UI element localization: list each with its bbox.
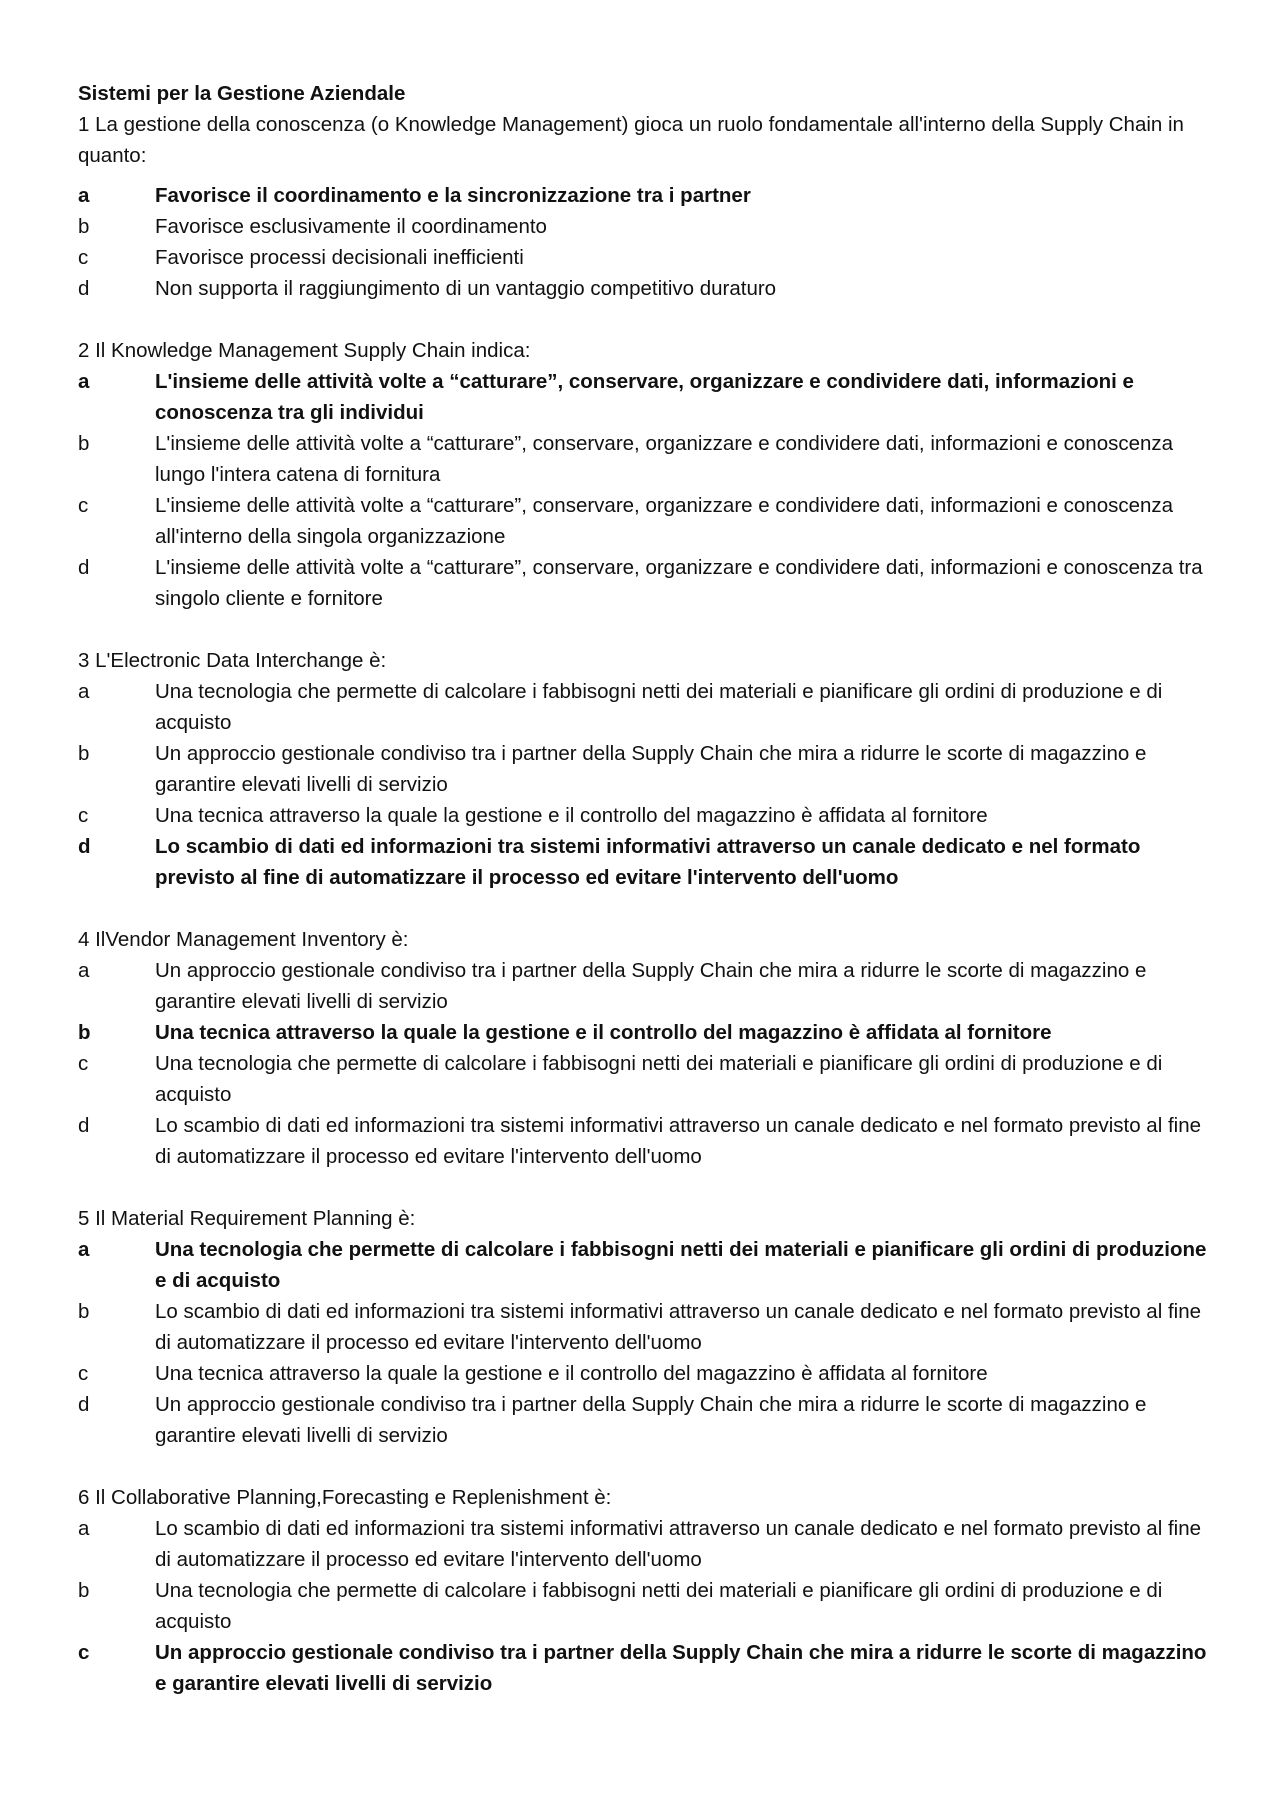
option-text: Favorisce esclusivamente il coordinamento xyxy=(155,215,547,238)
option-a xyxy=(78,1513,1208,1575)
option-text: Non supporta il raggiungimento di un vantaggio competitivo duraturo xyxy=(155,277,777,300)
option-d xyxy=(78,1389,1208,1451)
option-letter: b xyxy=(78,742,90,765)
option-text: Una tecnica attraverso la quale la gestione e il controllo del magazzino è affidata al fornitore xyxy=(155,1362,988,1385)
option-letter: d xyxy=(78,556,90,579)
option-text: Un approccio gestionale condiviso tra i partner della Supply Chain che mira a ridurre le scorte di magazzino e garantire elevati livelli di servizio xyxy=(155,1393,1147,1447)
option-letter: a xyxy=(78,1517,90,1540)
option-letter: d xyxy=(78,835,91,858)
option-letter: b xyxy=(78,1300,90,1323)
option-b xyxy=(78,428,1208,490)
option-text: Una tecnologia che permette di calcolare i fabbisogni netti dei materiali e pianificare gli ordini di produzione e di acquisto xyxy=(155,1579,1163,1633)
option-letter: a xyxy=(78,370,90,393)
option-letter: c xyxy=(78,1052,89,1075)
option-letter: a xyxy=(78,184,90,207)
option-a xyxy=(78,180,1208,211)
option-letter: b xyxy=(78,1021,91,1044)
option-c xyxy=(78,242,1208,273)
option-d xyxy=(78,1110,1208,1172)
option-a xyxy=(78,676,1208,738)
question-text: 6 Il Collaborative Planning,Forecasting e Replenishment è: xyxy=(78,1486,612,1509)
option-letter: c xyxy=(78,1362,89,1385)
option-a xyxy=(78,1234,1208,1296)
question-text: 5 Il Material Requirement Planning è: xyxy=(78,1207,416,1230)
option-c xyxy=(78,490,1208,552)
option-letter: d xyxy=(78,1114,90,1137)
option-text: Lo scambio di dati ed informazioni tra sistemi informativi attraverso un canale dedicato e nel formato previsto al fine di automatizzare il processo ed evitare l'intervento dell'uomo xyxy=(155,1114,1202,1168)
option-text: Un approccio gestionale condiviso tra i partner della Supply Chain che mira a ridurre le scorte di magazzino e garantire elevati livelli di servizio xyxy=(155,742,1147,796)
option-text: Una tecnologia che permette di calcolare i fabbisogni netti dei materiali e pianificare gli ordini di produzione e di acquisto xyxy=(155,1052,1163,1106)
option-letter: d xyxy=(78,1393,90,1416)
option-text: Lo scambio di dati ed informazioni tra sistemi informativi attraverso un canale dedicato e nel formato previsto al fine di automatizzare il processo ed evitare l'intervento dell'uomo xyxy=(155,1300,1202,1354)
option-text: Un approccio gestionale condiviso tra i partner della Supply Chain che mira a ridurre le scorte di magazzino e garantire elevati livelli di servizio xyxy=(155,1641,1207,1695)
option-letter: a xyxy=(78,1238,90,1261)
question-4 xyxy=(78,924,1208,1172)
option-c xyxy=(78,1358,1208,1389)
question-text: 1 La gestione della conoscenza (o Knowledge Management) gioca un ruolo fondamentale all'interno della Supply Chain in quanto: xyxy=(78,113,1184,167)
option-text: Favorisce processi decisionali inefficienti xyxy=(155,246,524,269)
question-1 xyxy=(78,109,1208,304)
question-text: 2 Il Knowledge Management Supply Chain indica: xyxy=(78,339,531,362)
option-c xyxy=(78,1048,1208,1110)
option-b xyxy=(78,211,1208,242)
option-text: L'insieme delle attività volte a “catturare”, conservare, organizzare e condividere dati, informazioni e conoscenza tra singolo cliente e fornitore xyxy=(155,556,1203,610)
document-title: Sistemi per la Gestione Aziendale xyxy=(78,82,406,105)
question-6 xyxy=(78,1482,1208,1699)
option-a xyxy=(78,955,1208,1017)
question-text: 3 L'Electronic Data Interchange è: xyxy=(78,649,387,672)
option-d xyxy=(78,273,1208,304)
option-letter: c xyxy=(78,246,89,269)
option-text: Favorisce il coordinamento e la sincronizzazione tra i partner xyxy=(155,184,751,207)
question-2 xyxy=(78,335,1208,614)
option-text: L'insieme delle attività volte a “catturare”, conservare, organizzare e condividere dati, informazioni e conoscenza all'interno della singola organizzazione xyxy=(155,494,1174,548)
option-letter: a xyxy=(78,680,90,703)
option-text: Una tecnologia che permette di calcolare i fabbisogni netti dei materiali e pianificare gli ordini di produzione e di acquisto xyxy=(155,1238,1207,1292)
option-b xyxy=(78,1296,1208,1358)
option-b xyxy=(78,1575,1208,1637)
option-text: Lo scambio di dati ed informazioni tra sistemi informativi attraverso un canale dedicato e nel formato previsto al fine di automatizzare il processo ed evitare l'intervento dell'uomo xyxy=(155,1517,1202,1571)
option-letter: a xyxy=(78,959,90,982)
option-letter: b xyxy=(78,1579,90,1602)
option-text: Una tecnologia che permette di calcolare i fabbisogni netti dei materiali e pianificare gli ordini di produzione e di acquisto xyxy=(155,680,1163,734)
option-text: Una tecnica attraverso la quale la gestione e il controllo del magazzino è affidata al fornitore xyxy=(155,1021,1052,1044)
option-letter: d xyxy=(78,277,90,300)
option-d xyxy=(78,552,1208,614)
option-text: Lo scambio di dati ed informazioni tra sistemi informativi attraverso un canale dedicato e nel formato previsto al fine di automatizzare il processo ed evitare l'intervento dell'uomo xyxy=(155,835,1141,889)
question-3 xyxy=(78,645,1208,893)
option-letter: c xyxy=(78,804,89,827)
option-a xyxy=(78,366,1208,428)
option-text: L'insieme delle attività volte a “catturare”, conservare, organizzare e condividere dati, informazioni e conoscenza tra gli individui xyxy=(155,370,1134,424)
option-letter: c xyxy=(78,1641,90,1664)
option-b xyxy=(78,738,1208,800)
option-b xyxy=(78,1017,1208,1048)
option-letter: b xyxy=(78,215,90,238)
option-text: Una tecnica attraverso la quale la gestione e il controllo del magazzino è affidata al fornitore xyxy=(155,804,988,827)
option-c xyxy=(78,800,1208,831)
option-c xyxy=(78,1637,1208,1699)
option-d xyxy=(78,831,1208,893)
option-text: Un approccio gestionale condiviso tra i partner della Supply Chain che mira a ridurre le scorte di magazzino e garantire elevati livelli di servizio xyxy=(155,959,1147,1013)
document-page xyxy=(78,78,1208,1730)
option-text: L'insieme delle attività volte a “catturare”, conservare, organizzare e condividere dati, informazioni e conoscenza lungo l'intera catena di fornitura xyxy=(155,432,1174,486)
question-text: 4 IlVendor Management Inventory è: xyxy=(78,928,409,951)
option-letter: c xyxy=(78,494,89,517)
question-5 xyxy=(78,1203,1208,1451)
option-letter: b xyxy=(78,432,90,455)
